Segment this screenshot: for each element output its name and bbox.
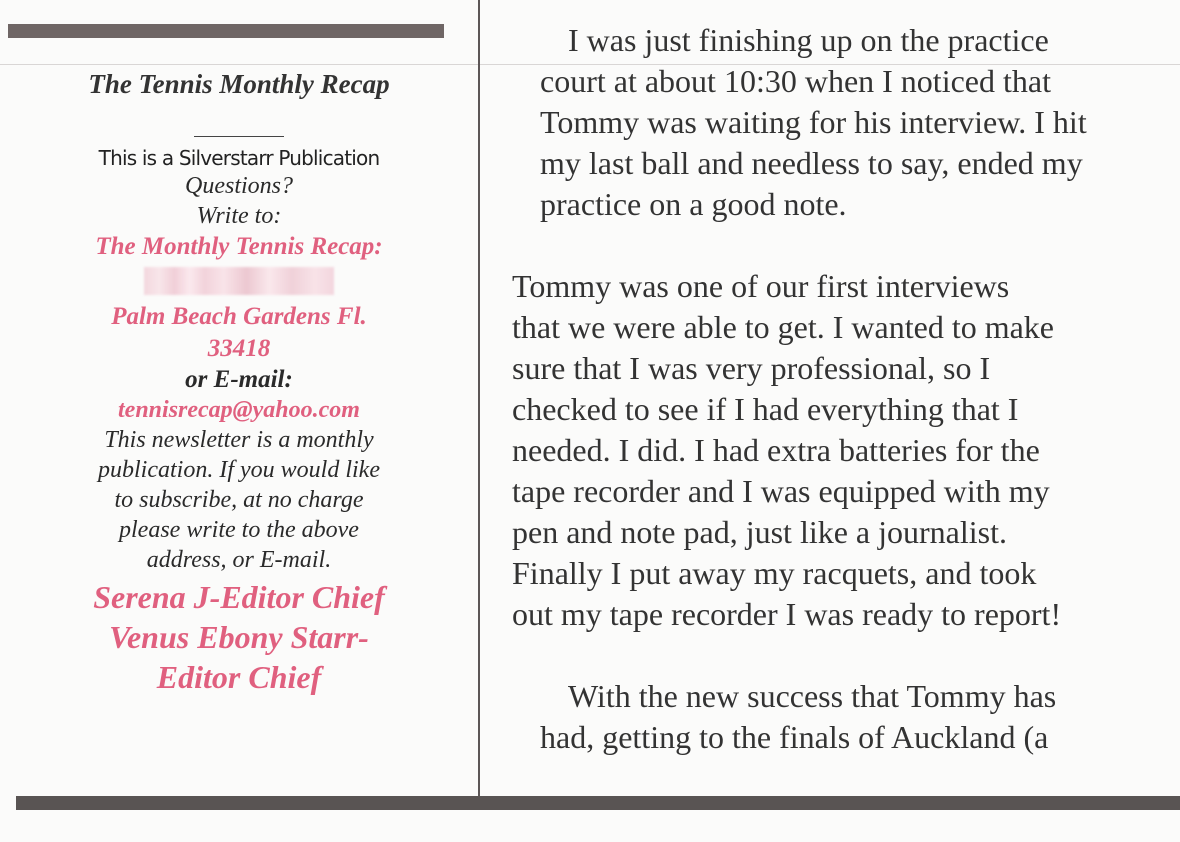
contact-email[interactable]: tennisrecap@yahoo.com	[118, 397, 360, 423]
note-line: please write to the above	[119, 517, 359, 543]
note-line: to subscribe, at no charge	[114, 487, 364, 513]
article-paragraph-1	[512, 20, 1180, 225]
write-to-label: Write to:	[196, 203, 282, 229]
article-line: pen and note pad, just like a journalist.	[512, 514, 1007, 550]
article-line: Finally I put away my racquets, and took	[512, 555, 1037, 591]
article-line: that we were able to get. I wanted to make	[512, 309, 1054, 345]
note-line: address, or E-mail.	[146, 547, 332, 573]
article-line: my last ball and needless to say, ended my	[540, 145, 1083, 181]
article-line: tape recorder and I was equipped with my	[512, 473, 1050, 509]
questions-label: Questions?	[185, 173, 293, 199]
article-line: Tommy was one of our first interviews	[512, 268, 1010, 304]
email-label: or E-mail:	[185, 366, 293, 393]
editor-line: Editor Chief	[156, 659, 322, 695]
title-rule	[194, 136, 284, 137]
address-name: The Monthly Tennis Recap:	[95, 233, 383, 260]
article-line: I was just finishing up on the practice	[568, 22, 1049, 58]
column-divider	[478, 0, 480, 800]
editor-line: Serena J-Editor Chief	[93, 579, 385, 615]
article-line: out my tape recorder I was ready to report!	[512, 596, 1062, 632]
article-line: sure that I was very professional, so I	[512, 350, 991, 386]
article-paragraph-3	[512, 676, 1180, 758]
publisher-line: This is a Silverstarr Publication	[98, 146, 380, 170]
article-line: checked to see if I had everything that I	[512, 391, 1019, 427]
article-paragraph-2	[512, 266, 1180, 635]
editor-line: Venus Ebony Starr-	[109, 619, 369, 655]
note-line: This newsletter is a monthly	[104, 427, 374, 453]
bottom-decorative-bar	[16, 796, 1180, 810]
article-line: had, getting to the finals of Auckland (a	[540, 719, 1049, 755]
article-line: With the new success that Tommy has	[568, 678, 1057, 714]
article-line: practice on a good note.	[540, 186, 847, 222]
masthead-sidebar	[0, 64, 478, 697]
article-clip	[512, 20, 1180, 796]
subscription-note	[29, 425, 449, 575]
article-body	[512, 20, 1180, 758]
newsletter-title: The Tennis Monthly Recap	[88, 69, 390, 99]
note-line: publication. If you would like	[98, 457, 380, 483]
address-city: Palm Beach Gardens Fl.	[111, 303, 367, 330]
redacted-street-address	[144, 267, 334, 295]
top-decorative-bar	[8, 24, 444, 38]
article-line: Tommy was waiting for his interview. I hit	[540, 104, 1087, 140]
article-line: needed. I did. I had extra batteries for the	[512, 432, 1040, 468]
article-line: court at about 10:30 when I noticed that	[540, 63, 1051, 99]
editors-credit	[0, 577, 478, 697]
address-zip: 33418	[207, 335, 271, 362]
